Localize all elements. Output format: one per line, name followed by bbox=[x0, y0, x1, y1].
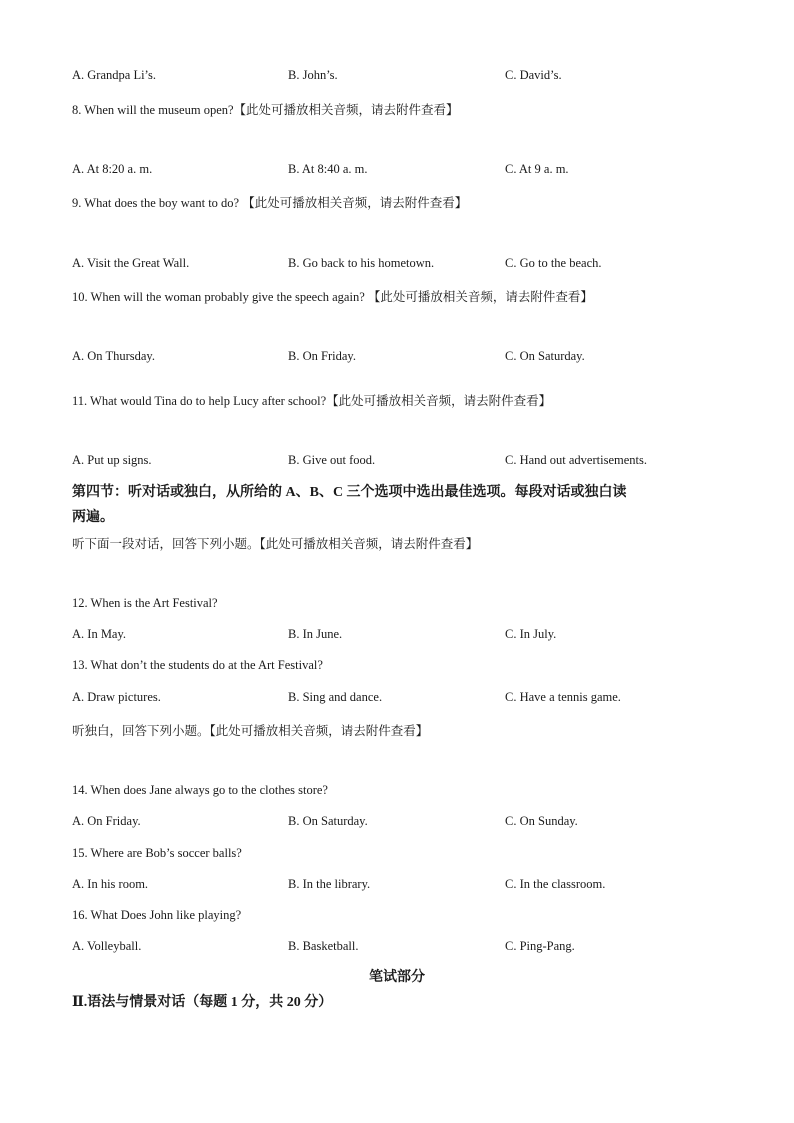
q15-option-a: A. In his room. bbox=[72, 877, 149, 891]
question-13: 13. What don’t the students do at the Art Festival? bbox=[72, 658, 323, 672]
q10-option-a: A. On Thursday. bbox=[72, 349, 155, 363]
q10-option-b: B. On Friday. bbox=[288, 349, 356, 363]
question-14: 14. When does Jane always go to the clothes store? bbox=[72, 783, 328, 797]
q12-option-a: A. In May. bbox=[72, 627, 127, 641]
q9-option-c: C. Go to the beach. bbox=[505, 256, 602, 270]
question-8-text: 8. When will the museum open? bbox=[72, 103, 234, 117]
section-4-heading-cont: 两遍。 bbox=[72, 510, 114, 525]
q15-option-c: C. In the classroom. bbox=[505, 877, 606, 891]
question-9-text: 9. What does the boy want to do? bbox=[72, 196, 243, 210]
monologue-intro-text: 听独白，回答下列小题。 bbox=[72, 724, 210, 738]
q9-option-b: B. Go back to his hometown. bbox=[288, 256, 435, 270]
question-11-text: 11. What would Tina do to help Lucy after school? bbox=[72, 394, 327, 408]
dialogue-instruction bbox=[72, 534, 478, 552]
q13-option-c: C. Have a tennis game. bbox=[505, 690, 621, 704]
audio-link[interactable]: 【此处可播放相关音频，请去附件查看】 bbox=[259, 537, 479, 551]
q7-option-a: A. Grandpa Li’s. bbox=[72, 68, 157, 82]
question-10-text: 10. When will the woman probably give the speech again? bbox=[72, 290, 368, 304]
q14-option-c: C. On Sunday. bbox=[505, 814, 578, 828]
question-15: 15. Where are Bob’s soccer balls? bbox=[72, 846, 242, 860]
monologue-instruction bbox=[72, 721, 428, 739]
audio-link[interactable]: 【此处可播放相关音频，请去附件查看】 bbox=[326, 394, 552, 408]
question-10 bbox=[72, 287, 593, 305]
q8-option-a: A. At 8:20 a. m. bbox=[72, 162, 153, 176]
written-part-title: 笔试部分 bbox=[369, 970, 425, 985]
q11-option-c: C. Hand out advertisements. bbox=[505, 453, 647, 467]
q12-option-c: C. In July. bbox=[505, 627, 557, 641]
q10-option-c: C. On Saturday. bbox=[505, 349, 585, 363]
q16-option-c: C. Ping-Pang. bbox=[505, 939, 575, 953]
question-12: 12. When is the Art Festival? bbox=[72, 596, 218, 610]
q12-option-b: B. In June. bbox=[288, 627, 343, 641]
q13-option-a: A. Draw pictures. bbox=[72, 690, 161, 704]
dialogue-intro-text: 听下面一段对话，回答下列小题。 bbox=[72, 537, 260, 551]
q16-option-b: B. Basketball. bbox=[288, 939, 359, 953]
q14-option-a: A. On Friday. bbox=[72, 814, 141, 828]
q11-option-b: B. Give out food. bbox=[288, 453, 376, 467]
q9-option-a: A. Visit the Great Wall. bbox=[72, 256, 190, 270]
audio-link[interactable]: 【此处可播放相关音频，请去附件查看】 bbox=[367, 290, 593, 304]
q15-option-b: B. In the library. bbox=[288, 877, 371, 891]
audio-link[interactable]: 【此处可播放相关音频，请去附件查看】 bbox=[209, 724, 429, 738]
section-2-heading: Ⅱ.语法与情景对话（每题 1 分，共 20 分） bbox=[72, 995, 333, 1010]
question-9 bbox=[72, 193, 467, 211]
q7-option-b: B. John’s. bbox=[288, 68, 338, 82]
q8-option-c: C. At 9 a. m. bbox=[505, 162, 569, 176]
q8-option-b: B. At 8:40 a. m. bbox=[288, 162, 368, 176]
q14-option-b: B. On Saturday. bbox=[288, 814, 368, 828]
question-16: 16. What Does John like playing? bbox=[72, 908, 242, 922]
audio-link[interactable]: 【此处可播放相关音频，请去附件查看】 bbox=[242, 196, 468, 210]
q11-option-a: A. Put up signs. bbox=[72, 453, 152, 467]
question-11 bbox=[72, 391, 551, 409]
q7-option-c: C. David’s. bbox=[505, 68, 562, 82]
question-8 bbox=[72, 100, 459, 118]
q13-option-b: B. Sing and dance. bbox=[288, 690, 383, 704]
q16-option-a: A. Volleyball. bbox=[72, 939, 142, 953]
audio-link[interactable]: 【此处可播放相关音频，请去附件查看】 bbox=[233, 103, 459, 117]
section-4-heading: 第四节：听对话或独白，从所给的 A、B、C 三个选项中选出最佳选项。每段对话或独白读 bbox=[72, 485, 627, 500]
